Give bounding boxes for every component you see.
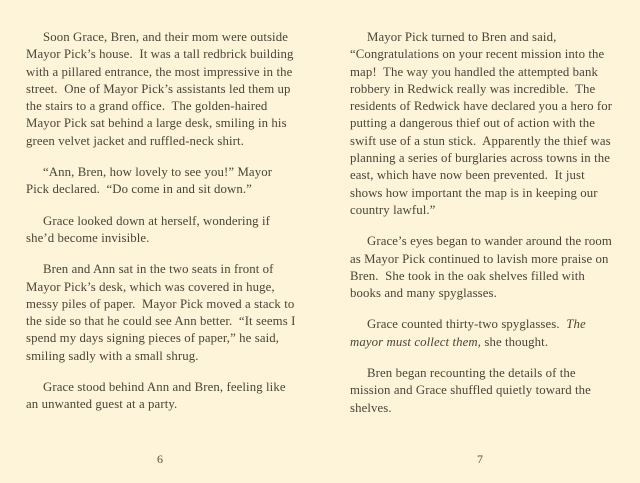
paragraph: Grace’s eyes began to wander around the room as Mayor Pick continued to lavish more praise on Bren. She took in the oak shelves filled with books and many spyglasses. <box>350 234 616 301</box>
page-right <box>320 0 640 483</box>
paragraph: Mayor Pick turned to Bren and said, “Congratulations on your recent mission into the map! The way you handled the attempted bank robbery in Redwick really was incredible. The residents of Redwick have declared you a hero for putting a dangerous thief out of action with the swift use of a stun stick. Apparently the thief was planning a series of burglaries across towns in the east, which have now been prevented. It just shows how important the map is in keeping our country lawful.” <box>350 30 616 217</box>
paragraph: Grace counted thirty-two spyglasses. The mayor must collect them, she thought. <box>350 317 590 349</box>
paragraph: Grace looked down at herself, wondering if she’d become invisible. <box>26 213 274 245</box>
paragraph: Soon Grace, Bren, and their mom were outside Mayor Pick’s house. It was a tall redbrick building with a pillared entrance, the most impressive in the street. One of Mayor Pick’s assistants led them up the stairs to a grand office. The golden-haired Mayor Pick sat behind a large desk, smiling in his green velvet jacket and ruffled-neck shirt. <box>26 30 297 148</box>
page-right-text <box>350 29 616 417</box>
paragraph: “Ann, Bren, how lovely to see you!” Mayor Pick declared. “Do come in and sit down.” <box>26 165 276 197</box>
paragraph: Grace stood behind Ann and Bren, feeling like an unwanted guest at a party. <box>26 380 289 412</box>
paragraph: Bren and Ann sat in the two seats in front of Mayor Pick’s desk, which was covered in huge, messy piles of paper. Mayor Pick moved a stack to the side so that he could see Ann better. “It seems I spend my days signing pieces of paper,” he said, smiling sadly with a small shrug. <box>26 262 299 363</box>
paragraph: Bren began recounting the details of the mission and Grace shuffled quietly toward the shelves. <box>350 366 595 415</box>
page-number-right: 7 <box>477 452 483 466</box>
page-number-left: 6 <box>157 452 163 466</box>
page-left-text <box>26 29 299 414</box>
